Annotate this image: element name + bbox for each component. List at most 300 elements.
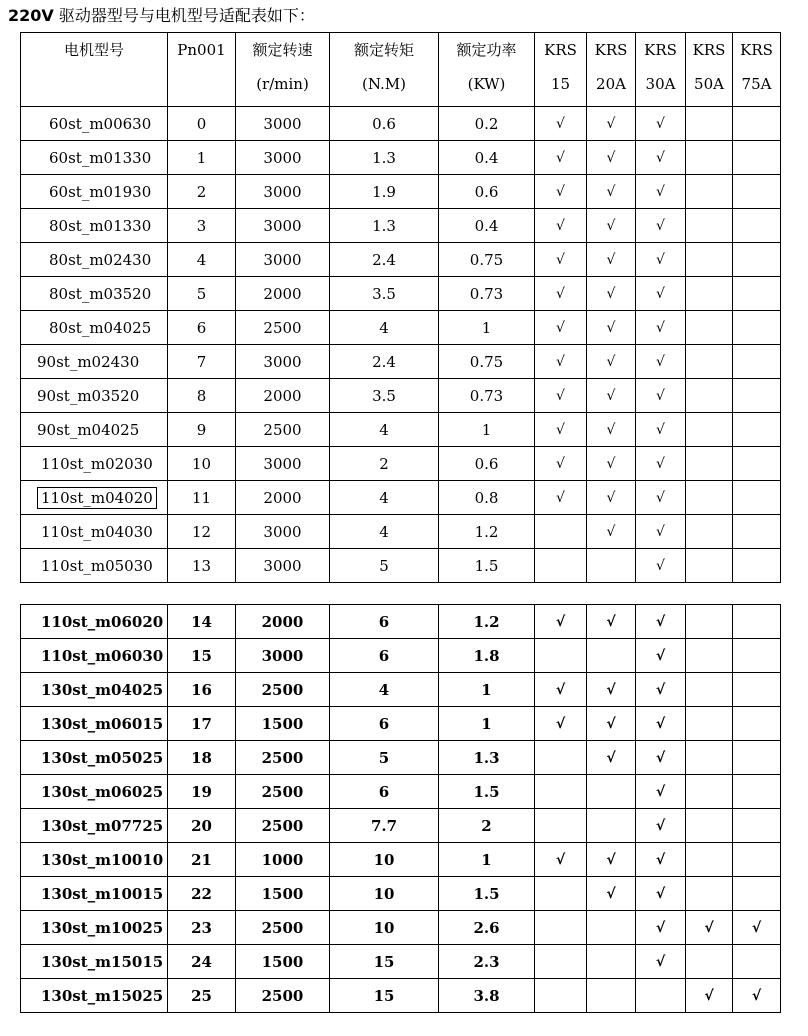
krs20a-check: √	[606, 885, 616, 902]
pn001: 1	[196, 148, 207, 167]
krs15-check: √	[556, 251, 565, 268]
rated-power-cell	[439, 107, 535, 141]
table-row	[21, 175, 781, 209]
krs30a-check: √	[655, 817, 666, 834]
krs30a-check: √	[656, 523, 665, 540]
rated-power: 2.3	[473, 952, 500, 971]
rated-torque: 6	[378, 612, 390, 631]
krs20a-check-cell	[587, 843, 636, 877]
pn001-cell	[168, 605, 236, 639]
table-row	[21, 107, 781, 141]
rated-speed: 3000	[263, 148, 302, 167]
krs20a-check: √	[606, 319, 616, 336]
krs75a-check-cell	[733, 605, 781, 639]
rated-speed: 3000	[263, 454, 302, 473]
pn001-cell	[168, 413, 236, 447]
table-row	[21, 877, 781, 911]
krs15-check-cell	[535, 877, 587, 911]
krs15-check: √	[556, 285, 565, 302]
krs30a-check: √	[656, 421, 665, 438]
krs15-check-cell	[535, 639, 587, 673]
rated-power-cell	[439, 741, 535, 775]
rated-speed-cell	[236, 277, 330, 311]
motor-model-cell	[21, 379, 168, 413]
rated-torque: 15	[373, 952, 395, 971]
krs20a-check: √	[606, 749, 616, 766]
rated-torque-cell	[330, 877, 439, 911]
rated-torque: 10	[373, 850, 395, 869]
rated-power-cell	[439, 673, 535, 707]
rated-power-cell	[439, 549, 535, 583]
pn001: 5	[196, 284, 207, 303]
rated-speed-cell	[236, 673, 330, 707]
rated-torque-cell	[330, 379, 439, 413]
krs30a-check: √	[656, 149, 665, 166]
motor-model: 110st_m04020	[37, 487, 157, 509]
krs30a-check-cell	[636, 345, 686, 379]
krs75a-check-cell	[733, 809, 781, 843]
krs75a-check-cell	[733, 413, 781, 447]
krs20a-check-cell	[587, 345, 636, 379]
pn001: 19	[191, 782, 212, 801]
header-rated-torque: 额定转矩 (N.M)	[330, 33, 439, 107]
rated-torque-cell	[330, 673, 439, 707]
krs15-check-cell	[535, 741, 587, 775]
krs15-check-cell	[535, 549, 587, 583]
table-row	[21, 141, 781, 175]
table-row	[21, 481, 781, 515]
krs30a-check: √	[656, 251, 665, 268]
motor-table-bottom	[20, 604, 781, 1013]
rated-power: 1	[481, 420, 492, 439]
krs20a-check-cell	[587, 379, 636, 413]
rated-speed-cell	[236, 741, 330, 775]
krs30a-check: √	[656, 319, 665, 336]
krs50a-check-cell	[686, 107, 733, 141]
rated-torque: 1.3	[372, 216, 396, 235]
rated-power-cell	[439, 775, 535, 809]
rated-speed-cell	[236, 481, 330, 515]
krs50a-check-cell	[686, 481, 733, 515]
pn001: 23	[191, 918, 212, 937]
motor-model: 90st_m04025	[37, 420, 140, 439]
rated-speed-cell	[236, 515, 330, 549]
header-rated-speed: 额定转速 (r/min)	[236, 33, 330, 107]
krs20a-check: √	[606, 489, 616, 506]
krs20a-check: √	[606, 523, 616, 540]
motor-model-cell	[21, 413, 168, 447]
motor-model-cell	[21, 843, 168, 877]
rated-speed: 2500	[261, 782, 304, 801]
krs20a-check-cell	[587, 877, 636, 911]
krs30a-check-cell	[636, 809, 686, 843]
motor-model-cell	[21, 107, 168, 141]
krs20a-check-cell	[587, 639, 636, 673]
pn001-cell	[168, 549, 236, 583]
rated-speed: 2000	[261, 612, 304, 631]
rated-torque: 1.9	[372, 182, 396, 201]
pn001-cell	[168, 775, 236, 809]
krs15-check: √	[556, 149, 565, 166]
rated-speed-cell	[236, 379, 330, 413]
krs15-check-cell	[535, 481, 587, 515]
krs15-check: √	[556, 387, 565, 404]
krs20a-check: √	[606, 353, 616, 370]
krs15-check-cell	[535, 175, 587, 209]
motor-model: 110st_m06030	[41, 646, 164, 665]
pn001-cell	[168, 945, 236, 979]
motor-model: 60st_m00630	[49, 114, 152, 133]
rated-torque-cell	[330, 775, 439, 809]
rated-speed: 3000	[263, 216, 302, 235]
rated-power: 2.6	[473, 918, 500, 937]
krs75a-check-cell	[733, 311, 781, 345]
pn001-cell	[168, 673, 236, 707]
krs75a-check-cell	[733, 741, 781, 775]
pn001: 13	[191, 556, 212, 575]
rated-power-cell	[439, 809, 535, 843]
krs75a-check-cell	[733, 775, 781, 809]
krs50a-check-cell	[686, 843, 733, 877]
rated-power: 1.5	[473, 782, 500, 801]
krs15-check-cell	[535, 911, 587, 945]
krs30a-check-cell	[636, 311, 686, 345]
krs15-check-cell	[535, 311, 587, 345]
rated-torque-cell	[330, 413, 439, 447]
rated-speed-cell	[236, 707, 330, 741]
pn001: 17	[191, 714, 212, 733]
rated-torque: 1.3	[372, 148, 396, 167]
pn001: 0	[196, 114, 207, 133]
krs75a-check-cell	[733, 843, 781, 877]
rated-torque-cell	[330, 209, 439, 243]
krs30a-check: √	[655, 613, 666, 630]
header-row	[21, 33, 781, 107]
krs30a-check: √	[656, 353, 665, 370]
motor-model: 110st_m06020	[41, 612, 164, 631]
krs20a-check-cell	[587, 605, 636, 639]
krs30a-check-cell	[636, 141, 686, 175]
krs75a-check-cell	[733, 911, 781, 945]
rated-torque-cell	[330, 107, 439, 141]
rated-power-cell	[439, 345, 535, 379]
krs15-check-cell	[535, 447, 587, 481]
rated-power-cell	[439, 379, 535, 413]
krs15-check: √	[556, 217, 565, 234]
krs15-check-cell	[535, 707, 587, 741]
krs30a-check: √	[656, 115, 665, 132]
motor-model-cell	[21, 979, 168, 1013]
krs20a-check-cell	[587, 515, 636, 549]
krs20a-check: √	[606, 681, 616, 698]
rated-speed-cell	[236, 447, 330, 481]
motor-model: 130st_m10010	[41, 850, 164, 869]
krs15-check: √	[556, 353, 565, 370]
rated-speed: 2500	[263, 420, 302, 439]
motor-model-cell	[21, 707, 168, 741]
rated-torque-cell	[330, 175, 439, 209]
rated-torque-cell	[330, 809, 439, 843]
rated-power: 0.73	[469, 284, 504, 303]
pn001-cell	[168, 141, 236, 175]
krs75a-check-cell	[733, 549, 781, 583]
rated-speed-cell	[236, 345, 330, 379]
table-row	[21, 673, 781, 707]
krs75a-check-cell	[733, 345, 781, 379]
motor-model: 130st_m10015	[41, 884, 164, 903]
motor-model: 130st_m06025	[41, 782, 164, 801]
pn001-cell	[168, 379, 236, 413]
krs50a-check-cell	[686, 741, 733, 775]
krs50a-check-cell	[686, 945, 733, 979]
krs30a-check-cell	[636, 979, 686, 1013]
krs20a-check-cell	[587, 481, 636, 515]
krs30a-check-cell	[636, 775, 686, 809]
rated-power-cell	[439, 639, 535, 673]
rated-torque-cell	[330, 707, 439, 741]
rated-speed-cell	[236, 549, 330, 583]
krs15-check: √	[555, 715, 566, 732]
rated-speed: 2500	[261, 816, 304, 835]
rated-torque-cell	[330, 311, 439, 345]
krs20a-check: √	[606, 613, 616, 630]
motor-model-cell	[21, 775, 168, 809]
rated-power: 0.8	[474, 488, 499, 507]
rated-speed-cell	[236, 107, 330, 141]
rated-torque: 4	[379, 420, 389, 439]
rated-speed-cell	[236, 209, 330, 243]
pn001-cell	[168, 345, 236, 379]
rated-power: 1	[481, 714, 492, 733]
table-row	[21, 311, 781, 345]
pn001-cell	[168, 707, 236, 741]
rated-torque: 2	[379, 454, 389, 473]
krs30a-check: √	[655, 919, 666, 936]
rated-torque: 3.5	[372, 386, 396, 405]
table-row	[21, 447, 781, 481]
motor-model-cell	[21, 515, 168, 549]
table-row	[21, 775, 781, 809]
krs75a-check-cell	[733, 639, 781, 673]
krs30a-check-cell	[636, 673, 686, 707]
table-row	[21, 741, 781, 775]
table-row	[21, 843, 781, 877]
rated-torque-cell	[330, 243, 439, 277]
krs30a-check-cell	[636, 911, 686, 945]
krs75a-check-cell	[733, 707, 781, 741]
krs20a-check-cell	[587, 413, 636, 447]
motor-model-cell	[21, 447, 168, 481]
rated-torque-cell	[330, 741, 439, 775]
krs75a-check-cell	[733, 379, 781, 413]
rated-torque: 3.5	[372, 284, 396, 303]
krs15-check-cell	[535, 277, 587, 311]
table-row	[21, 209, 781, 243]
krs50a-check-cell	[686, 447, 733, 481]
rated-power: 1	[481, 680, 492, 699]
rated-speed: 2500	[261, 986, 304, 1005]
rated-speed: 1500	[261, 714, 304, 733]
motor-model-cell	[21, 809, 168, 843]
krs75a-check-cell	[733, 673, 781, 707]
krs20a-check: √	[606, 251, 616, 268]
motor-model: 130st_m15025	[41, 986, 164, 1005]
rated-power: 3.8	[473, 986, 500, 1005]
rated-speed: 3000	[261, 646, 304, 665]
krs15-check-cell	[535, 209, 587, 243]
rated-speed: 2500	[263, 318, 302, 337]
krs50a-check-cell	[686, 707, 733, 741]
rated-power: 0.2	[474, 114, 499, 133]
rated-power-cell	[439, 945, 535, 979]
motor-model-cell	[21, 209, 168, 243]
rated-torque-cell	[330, 549, 439, 583]
krs30a-check-cell	[636, 209, 686, 243]
rated-power-cell	[439, 277, 535, 311]
krs30a-check-cell	[636, 481, 686, 515]
motor-model: 90st_m02430	[37, 352, 140, 371]
rated-power-cell	[439, 243, 535, 277]
table-row	[21, 707, 781, 741]
motor-model: 130st_m04025	[41, 680, 164, 699]
krs30a-check-cell	[636, 605, 686, 639]
pn001: 8	[196, 386, 207, 405]
pn001: 24	[191, 952, 212, 971]
pn001-cell	[168, 515, 236, 549]
motor-model-cell	[21, 243, 168, 277]
motor-model-cell	[21, 639, 168, 673]
header-krs15: KRS 15	[535, 33, 587, 107]
rated-speed-cell	[236, 413, 330, 447]
krs15-check: √	[556, 455, 565, 472]
rated-torque: 4	[379, 522, 389, 541]
rated-power-cell	[439, 911, 535, 945]
rated-power-cell	[439, 979, 535, 1013]
krs30a-check-cell	[636, 175, 686, 209]
pn001: 3	[196, 216, 207, 235]
rated-speed: 2500	[261, 918, 304, 937]
rated-speed-cell	[236, 877, 330, 911]
krs15-check-cell	[535, 107, 587, 141]
krs15-check: √	[555, 851, 566, 868]
krs20a-check-cell	[587, 311, 636, 345]
rated-torque-cell	[330, 911, 439, 945]
krs30a-check-cell	[636, 107, 686, 141]
rated-speed: 3000	[263, 556, 302, 575]
krs30a-check-cell	[636, 639, 686, 673]
rated-torque: 6	[378, 782, 390, 801]
rated-speed: 2000	[263, 284, 302, 303]
krs20a-check: √	[606, 285, 616, 302]
pn001: 11	[191, 488, 212, 507]
krs20a-check-cell	[587, 107, 636, 141]
motor-model: 130st_m06015	[41, 714, 164, 733]
motor-model: 90st_m03520	[37, 386, 140, 405]
krs75a-check: √	[751, 919, 762, 936]
rated-power: 1.5	[473, 884, 500, 903]
krs30a-check: √	[655, 953, 666, 970]
krs50a-check-cell	[686, 775, 733, 809]
krs50a-check-cell	[686, 413, 733, 447]
krs30a-check-cell	[636, 379, 686, 413]
rated-power: 0.73	[469, 386, 504, 405]
pn001-cell	[168, 277, 236, 311]
pn001-cell	[168, 209, 236, 243]
rated-torque: 7.7	[370, 816, 398, 835]
table-row	[21, 809, 781, 843]
motor-model: 130st_m05025	[41, 748, 164, 767]
krs15-check: √	[556, 489, 565, 506]
krs75a-check-cell	[733, 175, 781, 209]
rated-speed-cell	[236, 243, 330, 277]
krs50a-check-cell	[686, 379, 733, 413]
rated-power-cell	[439, 481, 535, 515]
motor-model: 130st_m10025	[41, 918, 164, 937]
rated-torque: 5	[378, 748, 390, 767]
pn001: 25	[191, 986, 212, 1005]
rated-power: 0.4	[474, 148, 499, 167]
krs20a-check: √	[606, 715, 616, 732]
krs30a-check-cell	[636, 243, 686, 277]
krs50a-check-cell	[686, 141, 733, 175]
rated-torque: 5	[379, 556, 389, 575]
table-row	[21, 945, 781, 979]
motor-model: 130st_m15015	[41, 952, 164, 971]
motor-model-cell	[21, 605, 168, 639]
pn001: 16	[191, 680, 212, 699]
table-row	[21, 639, 781, 673]
rated-power: 0.75	[469, 250, 504, 269]
pn001: 9	[196, 420, 207, 439]
rated-torque: 10	[373, 884, 395, 903]
krs20a-check-cell	[587, 809, 636, 843]
table-row	[21, 911, 781, 945]
rated-power: 2	[481, 816, 492, 835]
rated-speed-cell	[236, 311, 330, 345]
krs15-check-cell	[535, 515, 587, 549]
motor-model-cell	[21, 673, 168, 707]
krs15-check-cell	[535, 605, 587, 639]
krs30a-check: √	[655, 885, 666, 902]
header-motor-model: 电机型号	[21, 33, 168, 107]
pn001-cell	[168, 741, 236, 775]
krs30a-check: √	[655, 647, 666, 664]
motor-model-cell	[21, 175, 168, 209]
pn001-cell	[168, 639, 236, 673]
krs50a-check-cell	[686, 515, 733, 549]
krs15-check-cell	[535, 141, 587, 175]
rated-power: 1.5	[474, 556, 499, 575]
header-krs20a: KRS 20A	[587, 33, 636, 107]
krs30a-check-cell	[636, 707, 686, 741]
pn001: 18	[191, 748, 212, 767]
krs15-check-cell	[535, 413, 587, 447]
rated-speed-cell	[236, 605, 330, 639]
krs30a-check-cell	[636, 741, 686, 775]
krs15-check-cell	[535, 945, 587, 979]
pn001-cell	[168, 447, 236, 481]
pn001: 20	[191, 816, 212, 835]
table-row	[21, 243, 781, 277]
krs30a-check: √	[656, 557, 665, 574]
rated-torque: 0.6	[372, 114, 396, 133]
krs50a-check: √	[704, 987, 714, 1004]
krs15-check-cell	[535, 379, 587, 413]
krs15-check-cell	[535, 243, 587, 277]
krs30a-check: √	[656, 387, 665, 404]
rated-torque: 6	[378, 714, 390, 733]
motor-model: 80st_m01330	[49, 216, 152, 235]
